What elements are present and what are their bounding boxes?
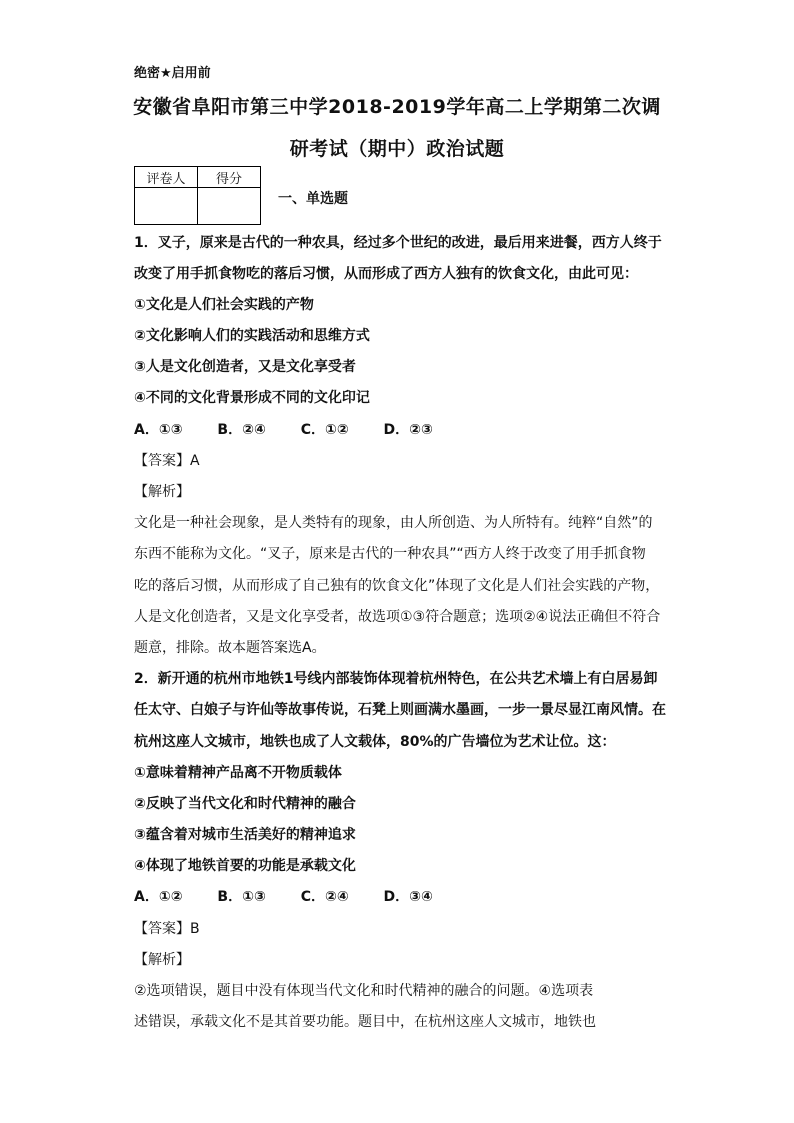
q2-choice-b: B．①③ xyxy=(217,889,266,905)
q1-option-3: ③人是文化创造者，又是文化享受者 xyxy=(134,359,356,375)
q2-option-4: ④体现了地铁首要的功能是承载文化 xyxy=(134,858,356,874)
q1-stem-line-1: 1．叉子，原来是古代的一种农具，经过多个世纪的改进，最后用来进餐，西方人终于 xyxy=(134,235,662,251)
q1-option-4: ④不同的文化背景形成不同的文化印记 xyxy=(134,390,370,406)
score-cell xyxy=(198,188,261,225)
q1-analysis-line-5: 题意，排除。故本题答案选A。 xyxy=(134,640,326,656)
q2-answer: 【答案】B xyxy=(134,921,200,937)
q1-answer: 【答案】A xyxy=(134,453,200,469)
q1-analysis-line-1: 文化是一种社会现象，是人类特有的现象，由人所创造、为人所特有。纯粹“自然”的 xyxy=(134,515,653,531)
q1-stem-line-2: 改变了用手抓食物吃的落后习惯，从而形成了西方人独有的饮食文化，由此可见： xyxy=(134,266,638,282)
title-line-1: 安徽省阜阳市第三中学2018-2019学年高二上学期第二次调 xyxy=(133,96,661,118)
q2-choice-a: A．①② xyxy=(134,889,183,905)
score-header: 得分 xyxy=(198,167,261,188)
q1-option-1: ①文化是人们社会实践的产物 xyxy=(134,297,314,313)
secret-label: 绝密★启用前 xyxy=(134,66,211,81)
q2-option-3: ③蕴含着对城市生活美好的精神追求 xyxy=(134,827,356,843)
q1-choice-b: B．②④ xyxy=(217,422,266,438)
q2-analysis-line-1: ②选项错误，题目中没有体现当代文化和时代精神的融合的问题。④选项表 xyxy=(134,983,594,999)
q2-option-2: ②反映了当代文化和时代精神的融合 xyxy=(134,796,356,812)
q1-analysis-line-3: 吃的落后习惯，从而形成了自己独有的饮食文化”体现了文化是人们社会实践的产物， xyxy=(134,578,660,594)
q2-choices xyxy=(134,887,664,907)
q2-stem-line-1: 2．新开通的杭州市地铁1号线内部装饰体现着杭州特色，在公共艺术墙上有白居易卸 xyxy=(134,671,658,687)
q1-analysis-line-4: 人是文化创造者，又是文化享受者，故选项①③符合题意；选项②④说法正确但不符合 xyxy=(134,609,661,625)
grader-cell xyxy=(135,188,198,225)
q1-choices xyxy=(134,420,664,440)
q1-analysis-line-2: 东西不能称为文化。“叉子，原来是古代的一种农具”“西方人终于改变了用手抓食物 xyxy=(134,546,646,562)
q2-analysis-label: 【解析】 xyxy=(134,952,190,968)
q1-choice-a: A．①③ xyxy=(134,422,183,438)
score-table xyxy=(134,166,261,225)
q2-choice-d: D．③④ xyxy=(383,889,433,905)
q2-choice-c: C．②④ xyxy=(300,889,349,905)
title-line-2: 研考试（期中）政治试题 xyxy=(289,138,505,160)
q1-option-2: ②文化影响人们的实践活动和思维方式 xyxy=(134,328,370,344)
q1-choice-c: C．①② xyxy=(300,422,349,438)
section-title: 一、单选题 xyxy=(278,191,348,207)
q2-option-1: ①意味着精神产品离不开物质载体 xyxy=(134,765,342,781)
q2-analysis-line-2: 述错误，承载文化不是其首要功能。题目中，在杭州这座人文城市，地铁也 xyxy=(134,1014,596,1030)
q1-choice-d: D．②③ xyxy=(383,422,433,438)
grader-header: 评卷人 xyxy=(135,167,198,188)
q1-analysis-label: 【解析】 xyxy=(134,484,190,500)
q2-stem-line-2: 任太守、白娘子与许仙等故事传说，石凳上则画满水墨画，一步一景尽显江南风情。在 xyxy=(134,702,666,718)
q2-stem-line-3: 杭州这座人文城市，地铁也成了人文载体，80%的广告墙位为艺术让位。这： xyxy=(134,734,616,750)
